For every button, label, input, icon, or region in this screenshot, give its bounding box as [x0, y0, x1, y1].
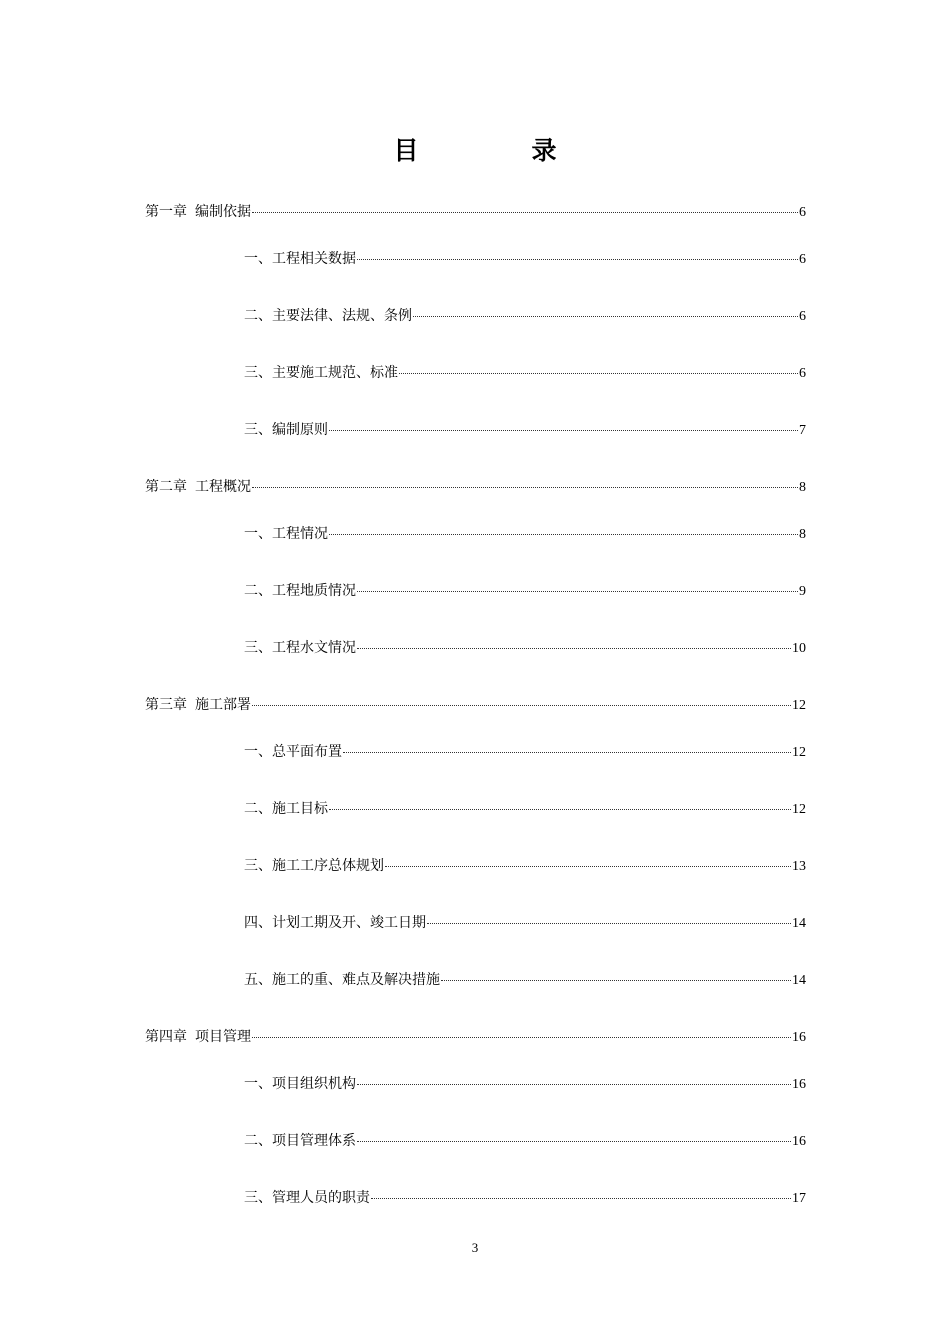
toc-page-number: 12 [792, 698, 806, 713]
toc-dot-leader [329, 534, 798, 535]
toc-dot-leader [385, 866, 791, 867]
toc-chapter-3[interactable] [145, 695, 806, 716]
toc-entry-text: 四、计划工期及开、竣工日期 [244, 915, 426, 931]
toc-section[interactable] [244, 306, 806, 327]
toc-page-number: 12 [792, 745, 806, 760]
toc-page-number: 14 [792, 973, 806, 988]
toc-entry-text: 五、施工的重、难点及解决措施 [244, 972, 440, 988]
toc-chapter-number: 第一章 [145, 204, 187, 220]
toc-dot-leader [252, 212, 798, 213]
toc-page-number: 16 [792, 1077, 806, 1092]
toc-section[interactable] [244, 1188, 806, 1209]
toc-entry-text: 一、项目组织机构 [244, 1076, 356, 1092]
toc-dot-leader [441, 980, 791, 981]
toc-section[interactable] [244, 799, 806, 820]
toc-section[interactable] [244, 856, 806, 877]
toc-dot-leader [371, 1198, 791, 1199]
toc-dot-leader [357, 1084, 791, 1085]
toc-chapter-4[interactable] [145, 1027, 806, 1048]
toc-dot-leader [357, 259, 798, 260]
toc-dot-leader [357, 1141, 791, 1142]
page-footer-number: 3 [471, 1240, 479, 1255]
toc-chapter-2[interactable] [145, 477, 806, 498]
toc-dot-leader [357, 648, 791, 649]
toc-entry-text: 二、项目管理体系 [244, 1133, 356, 1149]
toc-page-number: 6 [799, 309, 806, 324]
toc-section[interactable] [244, 524, 806, 545]
toc-entry-text: 二、施工目标 [244, 801, 328, 817]
toc-section[interactable] [244, 742, 806, 763]
toc-section[interactable] [244, 420, 806, 441]
toc-page-number: 12 [792, 802, 806, 817]
toc-dot-leader [329, 809, 791, 810]
toc-page-number: 6 [799, 366, 806, 381]
toc-entry-text: 二、主要法律、法规、条例 [244, 308, 412, 324]
toc-entry-text: 项目管理 [195, 1029, 251, 1045]
page-title: 目 录 [393, 136, 601, 165]
toc-section[interactable] [244, 581, 806, 602]
toc-dot-leader [357, 591, 798, 592]
toc-entry-text: 三、管理人员的职责 [244, 1190, 370, 1206]
toc-entry-text: 工程概况 [195, 479, 251, 495]
toc-page-number: 13 [792, 859, 806, 874]
toc-dot-leader [329, 430, 798, 431]
toc-dot-leader [252, 487, 798, 488]
toc-dot-leader [413, 316, 798, 317]
toc-page-number: 7 [799, 423, 806, 438]
toc-section[interactable] [244, 363, 806, 384]
toc-page-number: 8 [799, 527, 806, 542]
toc-entry-text: 二、工程地质情况 [244, 583, 356, 599]
toc-page-number: 6 [799, 252, 806, 267]
toc-dot-leader [427, 923, 791, 924]
toc-entry-text: 编制依据 [195, 204, 251, 220]
toc-dot-leader [252, 705, 791, 706]
toc-entry-text: 施工部署 [195, 697, 251, 713]
toc-section[interactable] [244, 970, 806, 991]
toc-page-number: 6 [799, 205, 806, 220]
toc-section[interactable] [244, 913, 806, 934]
toc-dot-leader [252, 1037, 791, 1038]
toc-page-number: 16 [792, 1030, 806, 1045]
toc-entry-text: 一、工程相关数据 [244, 251, 356, 267]
toc-section[interactable] [244, 249, 806, 270]
toc-chapter-number: 第四章 [145, 1029, 187, 1045]
toc-entry-text: 一、工程情况 [244, 526, 328, 542]
toc-entry-text: 三、施工工序总体规划 [244, 858, 384, 874]
toc-section[interactable] [244, 638, 806, 659]
toc-dot-leader [343, 752, 791, 753]
toc-entry-text: 三、主要施工规范、标准 [244, 365, 398, 381]
toc-chapter-number: 第三章 [145, 697, 187, 713]
toc-entry-text: 三、工程水文情况 [244, 640, 356, 656]
toc-entry-text: 一、总平面布置 [244, 744, 342, 760]
toc-page-number: 14 [792, 916, 806, 931]
toc-page-number: 16 [792, 1134, 806, 1149]
toc-page-number: 17 [792, 1191, 806, 1206]
toc-entry-text: 三、编制原则 [244, 422, 328, 438]
toc-chapter-number: 第二章 [145, 479, 187, 495]
toc-section[interactable] [244, 1131, 806, 1152]
toc-dot-leader [399, 373, 798, 374]
toc-page-number: 10 [792, 641, 806, 656]
toc-page-number: 9 [799, 584, 806, 599]
toc-section[interactable] [244, 1074, 806, 1095]
toc-chapter-1[interactable] [145, 202, 806, 223]
toc-page-number: 8 [799, 480, 806, 495]
